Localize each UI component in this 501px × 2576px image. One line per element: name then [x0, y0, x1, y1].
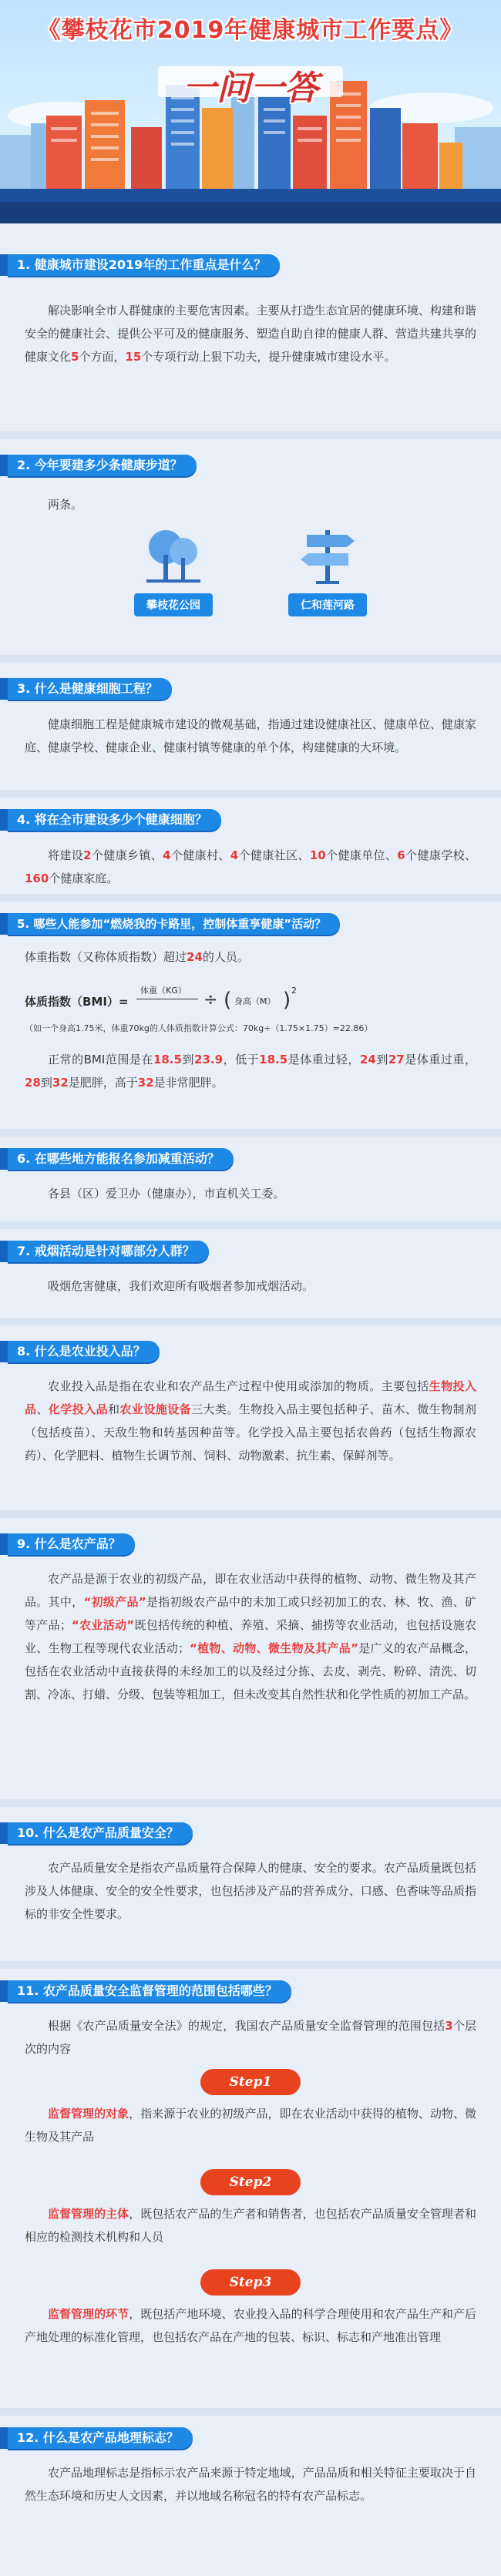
section-divider — [0, 894, 501, 902]
section-divider — [0, 1129, 501, 1137]
q12-heading: 12. 什么是农产品地理标志？ — [8, 2427, 193, 2449]
step-1-body: ，指来源于农业的初级产品，即在农业活动中获得的植物、动物、微生物及其产品 — [25, 2107, 476, 2144]
section-divider — [0, 655, 501, 663]
step-badge-1: Step1 — [200, 2069, 301, 2095]
q5-line1 — [25, 945, 476, 969]
q4-heading: 4. 将在全市建设多少个健康细胞？ — [8, 809, 221, 831]
q1-text-c: 个专项行动上狠下功夫，提升健康城市建设水平。 — [141, 350, 396, 364]
section-q9 — [0, 1533, 501, 1795]
bmi-value: 18.5 — [259, 1053, 288, 1066]
q8-highlight: 生物投入品 — [25, 1379, 476, 1416]
q11-text: 根据《农产品质量安全法》的规定，我国农产品质量安全监督管理的范围包括 — [48, 2019, 446, 2033]
q5-heading: 5. 哪些人能参加“燃烧我的卡路里，控制体重享健康”活动？ — [8, 913, 340, 935]
q5-text: 体重指数（又称体质指数）超过 — [25, 950, 187, 964]
section-divider — [0, 1799, 501, 1807]
q1-answer — [25, 299, 476, 368]
q9-answer — [25, 1567, 476, 1706]
hero-title: 《攀枝花市2019年健康城市工作要点》 — [37, 17, 464, 44]
paren-close: ) — [283, 989, 291, 1012]
q4-count: 160 — [25, 872, 49, 885]
q3-answer: 健康细胞工程是健康城市建设的微观基础，指通过建设健康社区、健康单位、健康家庭、健康学校、健康企业、健康村镇等健康的单个体，构建健康的大环境。 — [25, 717, 476, 754]
step-badge-2: Step2 — [200, 2169, 301, 2195]
bmi-value: 24 — [359, 1053, 376, 1066]
bmi-example: （如一个身高1.75米，体重70kg的人体质指数计算公式：70kg÷（1.75×1.75）=22.86） — [25, 1023, 373, 1033]
q4-text: 个健康村、 — [170, 848, 230, 862]
q4-answer — [25, 844, 476, 890]
q5-text: 是体重过重， — [404, 1053, 476, 1066]
q8-text: 和 — [108, 1402, 120, 1416]
bmi-denominator: 身高（M） — [234, 996, 276, 1006]
q10-answer: 农产品质量安全是指农产品质量符合保障人的健康、安全的要求。农产品质量既包括涉及人体健康、安全的安全性要求，也包括涉及产品的营养成分、口感、色香味等品质指标的非安全性要求。 — [25, 1861, 476, 1921]
bmi-value: 23.9 — [194, 1053, 224, 1066]
bmi-numerator: 体重（KG） — [140, 986, 187, 996]
q4-text: 个健康社区、 — [238, 848, 310, 862]
q11-count: 3 — [445, 2019, 453, 2033]
q5-text: 是肥胖，高于 — [68, 1076, 138, 1090]
step-badge-3: Step3 — [200, 2269, 301, 2296]
q4-count: 6 — [397, 848, 405, 862]
q3-heading: 3. 什么是健康细胞工程？ — [8, 678, 172, 700]
divide-sign: ÷ — [203, 990, 218, 1009]
section-q6 — [0, 1148, 501, 1217]
q5-text: 正常的BMI范围是在 — [48, 1053, 153, 1066]
q11-text: 个层次的内容 — [25, 2019, 476, 2056]
step-2-body: ，既包括农产品的生产者和销售者，也包括农产品质量安全管理者和相应的检测技术机构和人员 — [25, 2207, 476, 2244]
q2-trail-list — [0, 524, 501, 632]
q11-heading: 11. 农产品质量安全监督管理的范围包括哪些？ — [8, 1980, 291, 2002]
section-q3 — [0, 678, 501, 801]
q10-heading: 10. 什么是农产品质量安全？ — [8, 1822, 193, 1844]
section-divider — [0, 790, 501, 798]
bmi-value: 32 — [52, 1076, 69, 1090]
q5-bmi-ranges — [25, 1048, 476, 1094]
q9-highlight: “农业活动” — [71, 1618, 135, 1632]
section-q7 — [0, 1241, 501, 1310]
q8-highlight: 农业设施设备 — [119, 1402, 192, 1416]
q8-answer — [25, 1375, 476, 1467]
q5-text: 到 — [375, 1053, 388, 1066]
q9-highlight: “初级产品” — [83, 1595, 146, 1609]
q5-text: 到 — [40, 1076, 52, 1090]
q4-text: 个健康学校、 — [405, 848, 476, 862]
q6-heading: 6. 在哪些地方能报名参加减重活动？ — [8, 1148, 234, 1170]
q4-text: 个健康家庭。 — [49, 872, 119, 885]
q5-text: 是体重过轻， — [287, 1053, 360, 1066]
q6-answer: 各县（区）爱卫办（健康办），市直机关工委。 — [48, 1187, 285, 1201]
section-q12 — [0, 2427, 501, 2574]
section-q5 — [0, 913, 501, 1137]
bmi-label: 体质指数（BMI）= — [25, 995, 129, 1009]
q8-text: 、 — [36, 1402, 49, 1416]
step-3-text — [25, 2302, 476, 2349]
step-3-body: ，既包括产地环境、农业投入品的科学合理使用和农产品生产和产后产地处理的标准化管理，也包括农产品在产地的包装、标识、标志和产地准出管理 — [25, 2307, 476, 2344]
q1-count-aspects: 5 — [71, 350, 79, 364]
q8-highlight: 化学投入品 — [48, 1402, 109, 1416]
hero-subtitle: 一问一答 — [183, 69, 318, 108]
q1-text-a: 解决影响全市人群健康的主要危害因素。主要从打造生态宜居的健康环境、构建和谐安全的健康社会、提供公平可及的健康服务、塑造自助自律的健康人群、营造共建共享的健康文化 — [25, 304, 476, 364]
q1-heading: 1. 健康城市建设2019年的工作重点是什么？ — [8, 254, 280, 276]
section-q11 — [0, 1980, 501, 2427]
q5-text: 的人员。 — [202, 950, 249, 964]
q2-heading: 2. 今年要建多少条健康步道？ — [8, 455, 197, 476]
q9-text: 是广义的农产品概念，包括在农业活动中直接获得的未经加工的以及经过分拣、去皮、剥壳、粉碎、清洗、切割、冷冻、打蜡、分级、包装等粗加工，但未改变其自然性状和化学性质的初加工产品。 — [25, 1641, 476, 1701]
trail-tag-2 — [270, 524, 385, 616]
q12-answer: 农产品地理标志是指标示农产品来源于特定地域，产品品质和相关特征主要取决于自然生态环境和历史人文因素，并以地域名称冠名的特有农产品标志。 — [25, 2466, 476, 2503]
q4-text: 个健康乡镇、 — [91, 848, 163, 862]
q1-text-b: 个方面， — [79, 350, 126, 364]
step-2-head: 监督管理的主体 — [48, 2207, 129, 2221]
q9-text: 是指初级农产品中的未加工或只经初加工的农、林、牧、渔、矿等产品； — [25, 1595, 476, 1632]
tree-park-icon — [139, 524, 208, 586]
bmi-value: 32 — [137, 1076, 154, 1090]
step-3-head: 监督管理的环节 — [48, 2307, 129, 2321]
section-divider — [0, 1961, 501, 1969]
bmi-value: 18.5 — [153, 1053, 182, 1066]
section-divider — [0, 1510, 501, 1518]
step-2-text — [25, 2202, 476, 2249]
q4-text: 个健康单位、 — [325, 848, 398, 862]
section-divider — [0, 1221, 501, 1229]
step-1-head: 监督管理的对象 — [48, 2107, 129, 2121]
trail-label-2: 仁和莲河路 — [288, 593, 367, 616]
q9-text: 农产品是源于农业的初级产品，即在农业活动中获得的植物、动物、微生物及其产品。其中， — [25, 1572, 476, 1609]
q5-threshold: 24 — [187, 950, 203, 964]
q11-intro — [25, 2014, 476, 2060]
trail-label-1: 攀枝花公园 — [134, 593, 213, 616]
trail-tag-1 — [116, 524, 231, 616]
q4-count: 4 — [230, 848, 239, 862]
q8-text: 三大类。生物投入品主要包括种子、苗木、微生物制剂（包括疫苗）、天敌生物和转基因种苗等。化学投入品主要包括农兽药（包括生物源农药）、化学肥料、植物生长调节剂、饲料、动物激素、抗生素、保鲜剂等。 — [25, 1402, 476, 1463]
bmi-exponent: 2 — [291, 986, 297, 996]
q8-heading: 8. 什么是农业投入品？ — [8, 1341, 160, 1362]
q9-highlight: “植物、动物、微生物及其产品” — [189, 1641, 358, 1655]
q5-text: 到 — [181, 1053, 195, 1066]
q4-count: 2 — [83, 848, 92, 862]
paren-open: ( — [224, 989, 232, 1012]
q4-text: 将建设 — [48, 848, 84, 862]
section-q2 — [0, 455, 501, 647]
section-q8 — [0, 1341, 501, 1518]
signpost-icon — [293, 524, 362, 586]
section-divider — [0, 432, 501, 439]
q7-heading: 7. 戒烟活动是针对哪部分人群？ — [8, 1241, 209, 1262]
section-q1 — [0, 254, 501, 432]
q1-count-actions: 15 — [125, 350, 142, 364]
q9-heading: 9. 什么是农产品？ — [8, 1533, 135, 1555]
step-1-text — [25, 2102, 476, 2148]
section-q10 — [0, 1822, 501, 1957]
q4-count: 10 — [309, 848, 326, 862]
section-divider — [0, 1318, 501, 1325]
q5-text: ，低于 — [223, 1053, 260, 1066]
q9-text: 既包括传统的种植、养殖、采摘、捕捞等农业活动，也包括设施农业、生物工程等现代农业活动； — [25, 1618, 476, 1655]
q2-answer: 两条。 — [48, 498, 83, 512]
q4-count: 4 — [163, 848, 171, 862]
hero-banner — [0, 0, 501, 223]
section-divider — [0, 2408, 501, 2416]
q7-answer: 吸烟危害健康，我们欢迎所有吸烟者参加戒烟活动。 — [48, 1279, 314, 1293]
bmi-value: 27 — [388, 1053, 405, 1066]
q5-text: 是非常肥胖。 — [153, 1076, 224, 1090]
bmi-value: 28 — [25, 1076, 41, 1090]
q8-text: 农业投入品是指在农业和农产品生产过程中使用或添加的物质。主要包括 — [48, 1379, 429, 1393]
